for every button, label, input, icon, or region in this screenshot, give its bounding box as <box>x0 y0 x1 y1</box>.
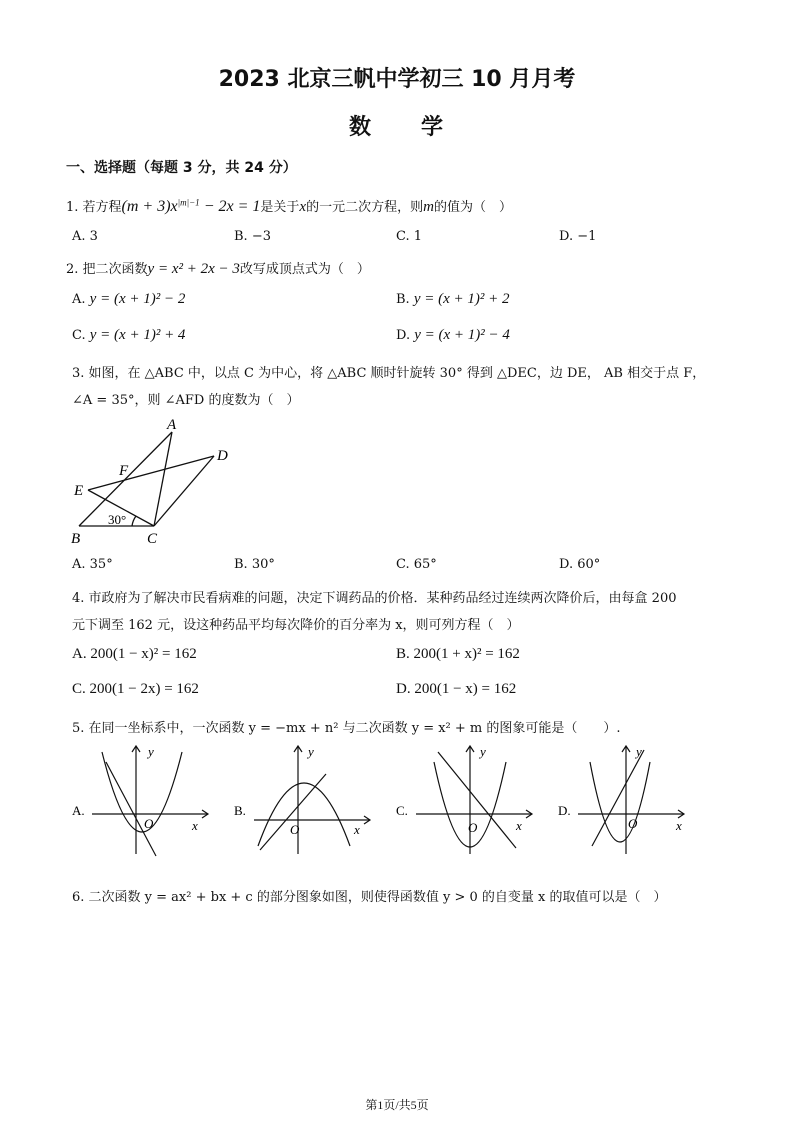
q1-option-d[interactable]: D. −1 <box>559 229 597 244</box>
exam-title: 2023 北京三帆中学初三 10 月月考 <box>218 67 576 92</box>
q3-label-c: C <box>147 531 158 547</box>
q2-equation: y = x² + 2x − 3 <box>147 261 240 277</box>
q5-graph-a-label: A. <box>72 803 85 818</box>
q5-graph-c-label: C. <box>396 803 408 818</box>
q4-option-c[interactable]: C. 200(1 − 2x) = 162 <box>72 681 199 697</box>
q2-option-c-expr: y = (x + 1)² + 4 <box>89 327 186 343</box>
q3-label-e: E <box>74 483 84 499</box>
q3-label-b: B <box>71 531 81 547</box>
q5-graph-d-label: D. <box>558 803 571 818</box>
q1-var-x: x <box>299 199 307 215</box>
question-6-stem: 6. 二次函数 y = ax² + bx + c 的部分图象如图，则使得函数值 y > 0 的自变量 x 的取值可以是（ ） <box>72 890 667 905</box>
q3-label-angle: 30° <box>108 512 127 527</box>
question-4-line-1: 4. 市政府为了解决市民看病难的问题，决定下调药品的价格．某种药品经过连续两次降价后，由每盒 200 <box>72 591 677 606</box>
page-footer: 第1页/共5页 <box>365 1098 429 1112</box>
q1-text-c: 的一元二次方程，则 <box>306 200 424 215</box>
q1-eq-exponent: |m|−1 <box>177 197 200 208</box>
q5-graph-c-x-label: x <box>516 818 522 833</box>
question-5-stem: 5. 在同一坐标系中，一次函数 y = −mx + n² 与二次函数 y = x² + m 的图象可能是（ ）. <box>72 721 621 736</box>
q2-option-b-expr: y = (x + 1)² + 2 <box>413 291 510 307</box>
q3-option-c[interactable]: C. 65° <box>396 557 437 572</box>
q1-option-c[interactable]: C. 1 <box>396 229 423 244</box>
question-4-line-2: 元下调至 162 元，设这种药品平均每次降价的百分率为 x，则可列方程（ ） <box>72 618 520 633</box>
q2-option-a-expr: y = (x + 1)² − 2 <box>89 291 186 307</box>
q1-option-a[interactable]: A. 3 <box>72 229 98 244</box>
subject-title: 数 学 <box>348 115 445 140</box>
q5-graph-a[interactable] <box>70 742 220 862</box>
q3-option-a[interactable]: A. 35° <box>72 557 113 572</box>
q2-option-a[interactable] <box>72 291 185 308</box>
q5-graph-d-origin-label: O <box>628 816 638 831</box>
q5-graph-a-x-label: x <box>192 818 198 833</box>
q3-label-d: D <box>217 448 228 464</box>
q5-graph-c[interactable] <box>394 742 544 862</box>
question-3-line-2: ∠A = 35°，则 ∠AFD 的度数为（ ） <box>72 393 300 408</box>
q3-option-d[interactable]: D. 60° <box>559 557 601 572</box>
q5-graph-c-y-label: y <box>480 744 486 759</box>
q3-option-b[interactable]: B. 30° <box>234 557 275 572</box>
q3-label-a: A <box>167 417 177 433</box>
q3-triangle-figure <box>66 412 246 552</box>
q5-graph-b-y-label: y <box>308 744 314 759</box>
q4-option-a[interactable]: A. 200(1 − x)² = 162 <box>72 646 197 662</box>
q1-eq-rhs: − 2x = 1 <box>199 198 261 215</box>
q1-eq-lhs: (m + 3)x <box>121 198 178 215</box>
q2-option-c-label: C. <box>72 328 86 343</box>
q5-graph-c-origin-label: O <box>468 820 478 835</box>
q5-graph-b-origin-label: O <box>290 822 300 837</box>
section-heading: 一、选择题（每题 3 分，共 24 分） <box>66 160 297 176</box>
q1-text-d: 的值为（ ） <box>433 200 512 215</box>
q4-option-d[interactable]: D. 200(1 − x) = 162 <box>396 681 517 697</box>
q1-text-a: 1. 若方程 <box>66 200 122 215</box>
q2-text-b: 改写成顶点式为（ ） <box>239 262 370 277</box>
q5-graph-b[interactable] <box>232 742 382 862</box>
q5-graph-d-y-label: y <box>636 744 642 759</box>
q5-graph-d-x-label: x <box>676 818 682 833</box>
q5-graph-a-origin-label: O <box>144 816 154 831</box>
q2-option-c[interactable] <box>72 327 185 344</box>
q3-label-f: F <box>119 463 129 479</box>
q1-var-m: m <box>423 199 434 215</box>
q1-text-b: 是关于 <box>260 200 300 215</box>
q5-graph-a-y-label: y <box>148 744 154 759</box>
q2-option-d-label: D. <box>396 328 411 343</box>
q2-option-a-label: A. <box>72 292 86 307</box>
q5-graph-d[interactable] <box>556 742 706 862</box>
q2-option-b[interactable] <box>396 291 510 308</box>
q2-option-b-label: B. <box>396 292 410 307</box>
q5-graph-b-x-label: x <box>354 822 360 837</box>
q5-graph-b-label: B. <box>234 803 246 818</box>
q2-option-d-expr: y = (x + 1)² − 4 <box>414 327 510 343</box>
q2-text-a: 2. 把二次函数 <box>66 262 148 277</box>
q4-option-b[interactable]: B. 200(1 + x)² = 162 <box>396 646 520 662</box>
q2-option-d[interactable] <box>396 327 510 344</box>
question-1-stem <box>66 196 512 216</box>
q1-option-b[interactable]: B. −3 <box>234 229 271 244</box>
question-2-stem <box>66 258 370 278</box>
question-3-line-1: 3. 如图，在 △ABC 中，以点 C 为中心，将 △ABC 顺时针旋转 30° 得到 △DEC，边 DE， AB 相交于点 F， <box>72 366 706 381</box>
